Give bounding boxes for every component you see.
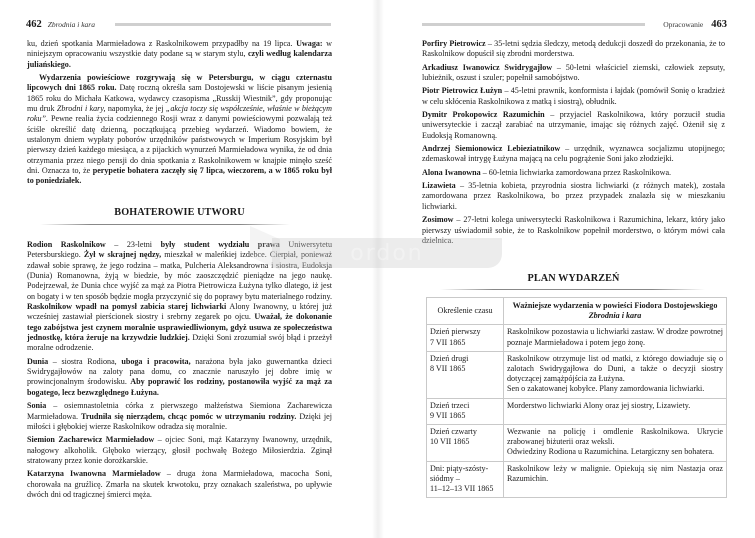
running-title: Zbrodnia i kara	[47, 19, 95, 29]
column-header-time: Określenie czasu	[427, 298, 504, 325]
column-header-events	[504, 298, 727, 325]
characters-list	[27, 240, 332, 503]
intro-text	[27, 39, 332, 190]
right-page	[378, 0, 755, 538]
header-rule	[422, 23, 645, 26]
emphasis-bold: perypetie bohatera zaczęły się 7 lipca, wieczorem, a w 1865 roku był to poniedziałek.	[27, 166, 332, 186]
emphasis-bold: Katarzyna Iwanowna Marmieładow	[27, 469, 161, 479]
events-cell: Raskolnikow leży w malignie. Opiekują się nim Nastazja oraz Razumichin.	[504, 461, 727, 498]
time-cell: Dzień pierwszy 7 VII 1865	[427, 325, 504, 351]
running-title: Opracowanie	[663, 19, 704, 29]
paragraph: Wydarzenia powieściowe rozgrywają się w Petersburgu, w ciągu czternastu lipcowych dni 1865 roku. Datę roczną określa sam Dostojewski w liście pisanym jesienią 1865 roku do Michała Katkowa, wydawcy czasopisma „Russkij Wiestnik”, gdy proponując mu druk Zbrodni i kary, napomyka, że jej „akcja toczy się współcześnie, właśnie w bieżącym roku”. Pewne realia życia codziennego Rosji wraz z danymi powieściowymi pozwalają też ściśle określić datę dzienną, początkującą przebieg wydarzeń. Wiadomo bowiem, że ustalonym dniem wypłaty poborów urzędników państwowych w Imperium Rosyjskim był pierwszy dzień każdego miesiąca, a z pijackich wynurzeń Marmieładowa wynika, że od dnia otrzymania przez niego pensji do dnia spotkania z Raskolnikowem w knajpie minęło sześć dni. Oznacza to, że perypetie bohatera zaczęły się 7 lipca, wieczorem, a w 1865 roku był to poniedziałek.	[27, 73, 332, 186]
emphasis-bold: uboga i pracowita,	[121, 356, 191, 366]
table-header-row	[427, 298, 727, 325]
time-cell: Dzień drugi 8 VII 1865	[427, 351, 504, 398]
paragraph: ku, dzień spotkania Marmieładowa z Raskolnikowem przypadłby na 19 lipca. Uwaga: w niniejszym opracowaniu wszystkie daty podane są w starym stylu, czyli według kalendarza juliańskiego.	[27, 39, 333, 69]
emphasis-bold: Lizawieta	[422, 181, 456, 191]
emphasis-bold: Sonia	[27, 401, 47, 411]
emphasis-bold: Trudniła się nierządem, chcąc pomóc w utrzymaniu rodziny.	[81, 411, 297, 421]
emphasis-bold: czyli według kalendarza juliańskiego.	[27, 49, 333, 69]
table-row	[427, 461, 727, 498]
events-cell: Wezwanie na policję i omdlenie Raskolnikowa. Ukrycie zrabowanej biżuterii oraz weksli. Odwiedziny Rodiona u Razumichina. Letargiczny sen bohatera.	[504, 425, 727, 462]
character-entry: Alona Iwanowna – 60-letnia lichwiarka zamordowana przez Raskolnikowa.	[422, 167, 672, 177]
column-header-events-text: Ważniejsze wydarzenia w powieści Fiodora Dostojewskiego	[512, 301, 718, 310]
emphasis-bold: były student wydziału prawa	[160, 240, 280, 249]
character-entry: Piotr Pietrowicz Łużyn – 45-letni prawnik, konformista i łajdak (pomówił Sonię o kradzież w celu skłócenia Raskolnikowa z matką i siostrą), obłudnik.	[422, 86, 725, 106]
character-entry: Siemion Zacharewicz Marmieładow – ojciec Soni, mąż Katarzyny Iwanowny, urzędnik, nałogowy alkoholik. Głęboko wierzący, głosił pochwałę Bożego Miłosierdzia. Zginął stratowany przez konie dorożkarskie.	[27, 435, 332, 465]
page-number: 462	[26, 18, 42, 30]
emphasis-bold: Piotr Pietrowicz Łużyn	[422, 86, 503, 96]
character-entry: Porfiry Pietrowicz – 35-letni sędzia śledczy, metodą dedukcji doszedł do przekonania, że to Raskolnikow dopuścił się zbrodni morderstwa.	[422, 39, 725, 59]
emphasis-bold: Aby poprawić los rodziny, postanowiła wyjść za mąż za bogatego, lecz bezwzględnego Łużyna.	[27, 377, 332, 397]
emphasis-bold: Dunia	[27, 356, 49, 366]
right-running-head	[422, 17, 727, 31]
events-cell: Morderstwo lichwiarki Alony oraz jej siostry, Lizawiety.	[504, 398, 727, 424]
book-title: Zbrodnia i kara	[588, 311, 642, 321]
emphasis-italic: „akcja toczy się współcześnie, właśnie w bieżącym roku”.	[27, 104, 332, 124]
character-entry: Lizawieta – 35-letnia kobieta, przyrodnia siostra lichwiarki (z różnych matek), została zamordowana przez Raskolnikowa, bo przez przypadek znalazła się w mieszkaniu lichwiarki.	[422, 181, 725, 211]
table-row	[427, 398, 727, 424]
table-row	[427, 325, 727, 351]
emphasis-bold: Alona Iwanowna	[422, 167, 481, 177]
character-entry: Zosimow – 27-letni kolega uniwersytecki Raskolnikowa i Razumichina, lekarz, który jako pierwszy uświadomił sobie, że to Raskolnikow popełnił morderstwo, o którym mówi cała dzielnica.	[422, 215, 725, 245]
time-cell: Dzień czwarty 10 VII 1865	[427, 425, 504, 462]
section-title: PLAN WYDARZEŃ	[527, 273, 620, 284]
table-row	[427, 425, 727, 462]
emphasis-bold: Arkadiusz Iwanowicz Swidrygajłow	[422, 62, 553, 72]
left-running-head	[26, 17, 331, 31]
character-entry: Rodion Raskolnikow – 23-letni były student wydziału prawa Uniwersytetu Petersburskiego. Żył w skrajnej nędzy, mieszkał w maleńkiej izdebce. Cierpiał, ponieważ zdawał sobie sprawę, że jego rodzina – matka, Pulcheria Aleksandrowna i siostra, Eudoksja (Dunia) Romanowna, żyją w biedzie, by móc zaoszczędzić pieniądze na jego naukę. Podejrzewał, że Dunia chce wyjść za mąż za Piotra Pietrowicza Łużyna tylko dlatego, iż jest on bogaty i w ten sposób będzie mogła przyczynić się do poprawy bytu materialnego rodziny. Raskolnikow wpadł na pomysł zabicia starej lichwiarki Alony Iwanowny, u której już wcześniej zastawiał pierścionek siostry i srebrny zegarek po ojcu. Uważał, że dokonanie tego zabójstwa jest czynem moralnie usprawiedliwionym, gdyż usuwa ze społeczeństwa jednostkę, która żeruje na krzywdzie ludzkiej. Dzięki Soni zrozumiał swój błąd i przeżył moralne odrodzenie.	[27, 240, 333, 353]
emphasis-bold: Dymitr Prokopowicz Razumichin	[422, 110, 545, 120]
emphasis-bold: Porfiry Pietrowicz	[422, 39, 486, 48]
time-cell: Dzień trzeci 9 VII 1865	[427, 398, 504, 424]
watermark: ordon	[272, 238, 502, 268]
events-cell: Raskolnikow otrzymuje list od matki, z którego dowiaduje się o zalotach Swidrygajłowa do Duni, a także o decyzji siostry dotyczącej zamążpójścia za Łużyna. Sen o zakatowanej kobyłce. Plany zamordowania lichwiarki.	[504, 351, 727, 398]
character-entry: Sonia – osiemnastoletnia córka z pierwszego małżeństwa Siemiona Zacharewicza Marmieładowa. Trudniła się nierządem, chcąc pomóc w utrzymaniu rodziny. Dzięki jej miłości i głębokiej wierze Raskolnikow odradza się moralnie.	[27, 401, 332, 431]
emphasis-bold: Raskolnikow wpadł na pomysł zabicia starej lichwiarki	[27, 302, 227, 312]
character-entry: Katarzyna Iwanowna Marmieładow – druga żona Marmieładowa, macocha Soni, chorowała na gruźlicę. Zmarła na skutek krwotoku, przy oznakach szaleństwa, po upływie dwóch dni od tragicznej śmierci męża.	[27, 469, 332, 499]
table-body	[427, 325, 727, 498]
characters-list	[422, 39, 725, 249]
emphasis-bold: Rodion Raskolnikow	[27, 240, 106, 249]
emphasis-bold: Uważał, że dokonanie tego zabójstwa jest czynem moralnie usprawiedliwionym, gdyż usuwa ze społeczeństwa jednostkę, która żeruje na krzywdzie ludzkiej.	[27, 312, 333, 343]
events-cell: Raskolnikow pozostawia u lichwiarki zastaw. W drodze powrotnej poznaje Marmieładowa i potem jego żonę.	[504, 325, 727, 351]
emphasis-bold: Siemion Zacharewicz Marmieładow	[27, 435, 155, 445]
table-row	[427, 351, 727, 398]
emphasis-bold: Uwaga:	[296, 39, 323, 48]
character-entry: Arkadiusz Iwanowicz Swidrygajłow – 50-letni właściciel ziemski, człowiek zepsuty, lubieżnik, oszust i szuler; popełnił samobójstwo.	[422, 62, 726, 83]
character-entry: Dunia – siostra Rodiona, uboga i pracowita, narażona była jako guwernantka dzieci Swidrygajłowów na zaloty pana domu, co znacznie naruszyło jej dobre imię w prowincjonalnym środowisku. Aby poprawić los rodziny, postanowiła wyjść za mąż za bogatego, lecz bezwzględnego Łużyna.	[27, 356, 332, 397]
emphasis-bold: Żył w skrajnej nędzy,	[83, 250, 162, 260]
section-title: BOHATEROWIE UTWORU	[114, 207, 245, 218]
section-rule	[40, 224, 290, 225]
emphasis-bold: Wydarzenia powieściowe rozgrywają się w Petersburgu, w ciągu czternastu lipcowych dni 1865 roku.	[27, 73, 332, 93]
section-rule	[440, 289, 705, 290]
page-number: 463	[711, 18, 727, 30]
emphasis-italic: Zbrodni i kary,	[56, 104, 106, 114]
character-entry: Andrzej Siemionowicz Lebieziatnikow – urzędnik, wyznawca socjalizmu utopijnego; zdemaskował intrygę Łużyna mającą na celu pogrążenie Soni jako złodziejki.	[422, 144, 726, 164]
time-cell: Dni: piąty-szósty- siódmy – 11–12–13 VII 1865	[427, 461, 504, 498]
emphasis-bold: Andrzej Siemionowicz Lebieziatnikow	[422, 144, 561, 154]
header-rule	[115, 23, 331, 26]
character-entry: Dymitr Prokopowicz Razumichin – przyjaciel Raskolnikowa, który porzucił studia uniwersyteckie i zaczął zarabiać na utrzymanie, imając się różnych zajęć. Ożenił się z Eudoksją Romanowną.	[422, 110, 725, 140]
events-table	[426, 297, 727, 498]
emphasis-bold: Zosimow	[422, 215, 454, 225]
